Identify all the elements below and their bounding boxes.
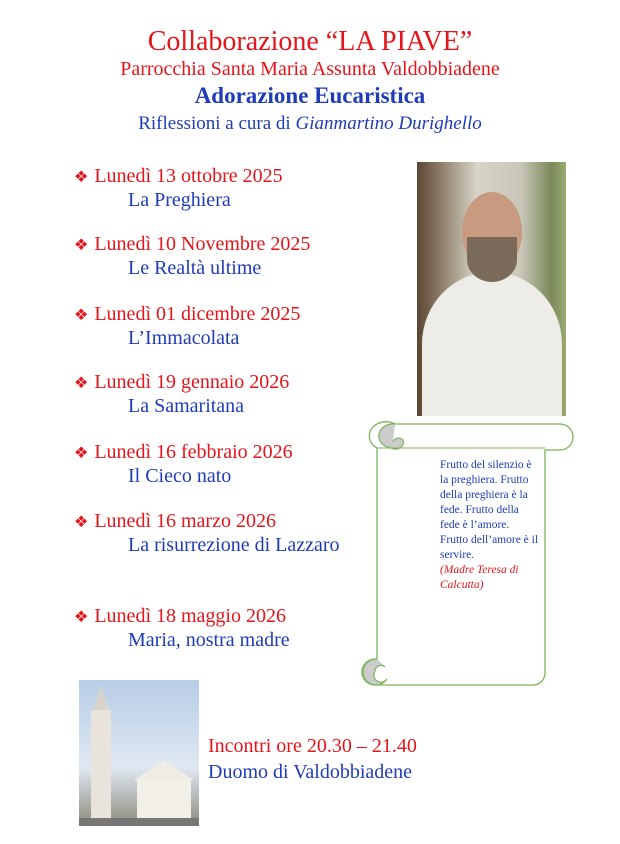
meeting-time: Incontri ore 20.30 – 21.40 [208, 735, 417, 757]
quote [440, 458, 540, 593]
event-topic: La Preghiera [128, 189, 231, 211]
event-date-text: Lunedì 19 gennaio 2026 [94, 371, 290, 393]
event-item [74, 165, 348, 212]
church-photo [79, 680, 199, 826]
diamond-bullet-icon: ❖ [74, 169, 89, 186]
parish-name: Parrocchia Santa Maria Assunta Valdobbiadene [120, 58, 500, 80]
diamond-bullet-icon: ❖ [74, 237, 89, 254]
event-date-text: Lunedì 16 marzo 2026 [94, 510, 276, 532]
event-date [74, 371, 348, 394]
event-item [74, 510, 348, 557]
event-date-text: Lunedì 13 ottobre 2025 [94, 165, 283, 187]
event-topic: Maria, nostra madre [128, 629, 290, 651]
title: Collaborazione “LA PIAVE” [147, 26, 473, 57]
event-date [74, 441, 348, 464]
event-topic: Le Realtà ultime [128, 257, 262, 279]
event-topic: Il Cieco nato [128, 465, 232, 487]
diamond-bullet-icon: ❖ [74, 375, 89, 392]
event-topic: La Samaritana [128, 395, 245, 417]
event-date-text: Lunedì 01 dicembre 2025 [94, 303, 301, 325]
event-date [74, 510, 348, 533]
event-date [74, 165, 348, 188]
event-item [74, 233, 348, 280]
speaker-photo [417, 162, 566, 416]
event-item [74, 303, 348, 350]
event-item [74, 441, 348, 488]
diamond-bullet-icon: ❖ [74, 307, 89, 324]
meeting-place: Duomo di Valdobbiadene [208, 761, 413, 783]
footer [208, 733, 417, 785]
quote-text: Frutto del silenzio è la preghiera. Frutto della preghiera è la fede. Frutto della fede è l’amore. Frutto dell’amore è il servire. [440, 459, 539, 561]
quote-author: (Madre Teresa di Calcutta) [440, 564, 519, 591]
event-date [74, 303, 348, 326]
event-date-text: Lunedì 18 maggio 2026 [94, 605, 286, 627]
event-date [74, 605, 348, 628]
byline-prefix: Riflessioni a cura di [138, 113, 296, 134]
event-topic: L’Immacolata [128, 327, 240, 349]
byline [0, 113, 620, 135]
event-date-text: Lunedì 10 Novembre 2025 [94, 233, 311, 255]
event-date [74, 233, 348, 256]
diamond-bullet-icon: ❖ [74, 445, 89, 462]
event-item [74, 371, 348, 418]
diamond-bullet-icon: ❖ [74, 609, 89, 626]
byline-author: Gianmartino Durighello [295, 113, 482, 134]
heading: Adorazione Eucaristica [194, 83, 426, 108]
diamond-bullet-icon: ❖ [74, 514, 89, 531]
event-topic: La risurrezione di Lazzaro [128, 534, 340, 556]
event-date-text: Lunedì 16 febbraio 2026 [94, 441, 293, 463]
event-item [74, 605, 348, 652]
